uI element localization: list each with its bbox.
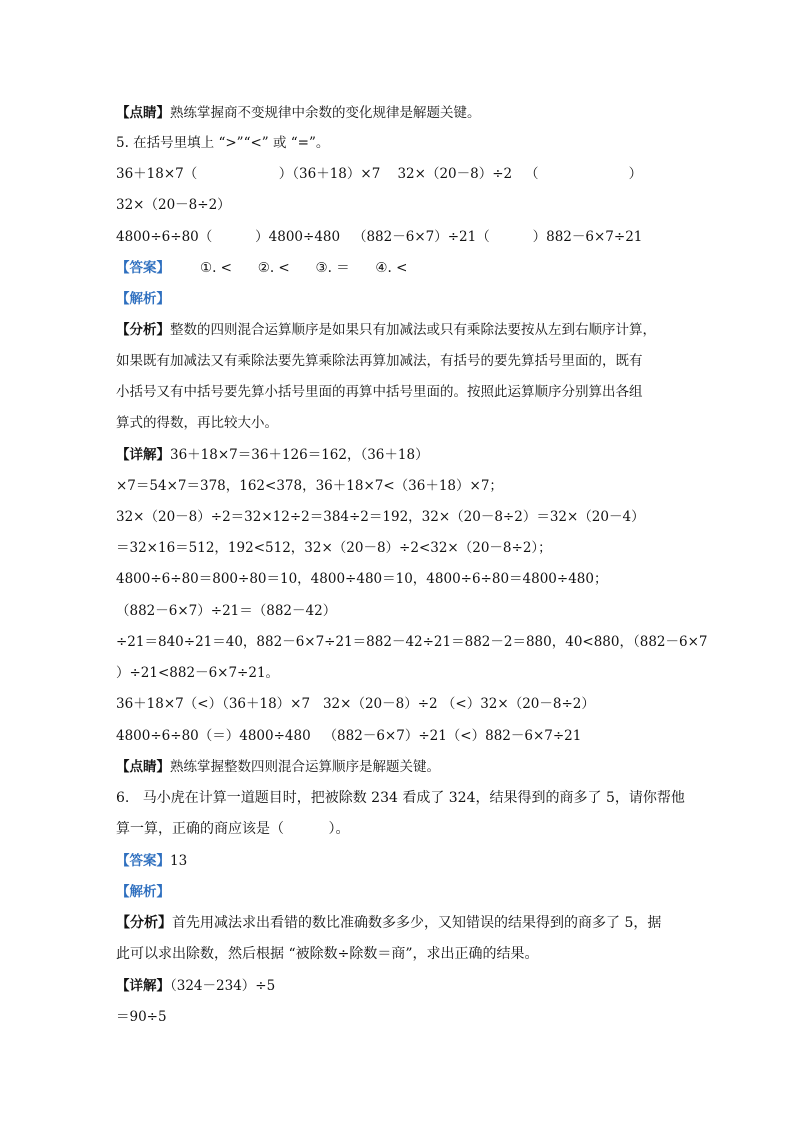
answer-text: 13 (170, 853, 188, 869)
q5-xiangjie-8: ）÷21<882－6×7÷21。 (116, 665, 280, 681)
q5-fenxi-4: 算式的得数，再比较大小。 (116, 415, 278, 431)
tip-tag: 【点睛】 (116, 759, 170, 775)
q5-xiangjie-7: ÷21＝840÷21＝40，882－6×7÷21＝882－42÷21＝882－2＝880，40<880，（882－6×7 (116, 634, 708, 650)
q6-fenxi-2: 此可以求出除数，然后根据 “被除数÷除数＝商”，求出正确的结果。 (116, 946, 539, 962)
q5-row1: 36＋18×7（ ）（36＋18）×7 32×（20－8）÷2 （ ） (116, 166, 643, 182)
q5-xiangjie-3: 32×（20－8）÷2＝32×12÷2＝384÷2＝192，32×（20－8÷2）＝32×（20－4） (116, 509, 645, 525)
q5-title: 5. 在括号里填上 “>”“<” 或 “=”。 (116, 135, 330, 151)
q6-fenxi-1: 【分析】首先用减法求出看错的数比准确数多多少，又知错误的结果得到的商多了 5，据 (116, 915, 662, 931)
q5-tip: 【点睛】熟练掌握整数四则混合运算顺序是解题关键。 (116, 759, 440, 775)
q6-xiangjie-1: 【详解】（324－234）÷5 (116, 978, 276, 994)
tip-tag: 【点睛】 (116, 105, 170, 121)
q5-answer (116, 258, 407, 278)
q5-xiangjie-10: 4800÷6÷80（＝）4800÷480 （882－6×7）÷21（<）882－6×7÷21 (116, 728, 582, 744)
q6-answer (116, 851, 187, 871)
q5-xiangjie-1: 【详解】36＋18×7＝36＋126＝162，（36＋18） (116, 447, 429, 463)
q5-row2: 32×（20－8÷2） (116, 197, 231, 213)
fenxi-tag: 【分析】 (116, 322, 170, 338)
q6-title-1: 6. 马小虎在计算一道题目时，把被除数 234 看成了 324，结果得到的商多了 5，请你帮他 (116, 790, 685, 806)
q5-xiangjie-6: （882－6×7）÷21＝（882－42） (116, 603, 337, 619)
answer-tag: 【答案】 (116, 853, 170, 869)
tip-text: 熟练掌握商不变规律中余数的变化规律是解题关键。 (170, 105, 481, 121)
q6-analysis-tag: 【解析】 (116, 884, 170, 900)
answer-tag: 【答案】 (116, 260, 170, 276)
q6-xiangjie-2: ＝90÷5 (116, 1009, 167, 1025)
q5-xiangjie-4: ＝32×16＝512，192<512，32×（20－8）÷2<32×（20－8÷2）； (116, 540, 552, 556)
q5-xiangjie-5: 4800÷6÷80＝800÷80＝10，4800÷480＝10，4800÷6÷80＝4800÷480； (116, 571, 608, 587)
q5-xiangjie-9: 36＋18×7（<）（36＋18）×7 32×（20－8）÷2 （<）32×（20－8÷2） (116, 696, 595, 712)
q5-fenxi-2: 如果既有加减法又有乘除法要先算乘除法再算加减法，有括号的要先算括号里面的，既有 (116, 353, 643, 369)
answer-text: ①. < ②. < ③. ＝ ④. < (200, 260, 408, 276)
q5-analysis-tag: 【解析】 (116, 291, 170, 307)
xiangjie-tag: 【详解】 (116, 978, 170, 994)
q5-row3: 4800÷6÷80（ ）4800÷480 （882－6×7）÷21（ ）882－6×7÷21 (116, 229, 643, 245)
q4-tip (116, 103, 481, 123)
q6-title-2: 算一算，正确的商应该是（ ）。 (116, 821, 350, 837)
xiangjie-tag: 【详解】 (116, 447, 170, 463)
q5-fenxi-1: 【分析】整数的四则混合运算顺序是如果只有加减法或只有乘除法要按从左到右顺序计算， (116, 322, 656, 338)
fenxi-tag: 【分析】 (116, 915, 172, 931)
q5-fenxi-3: 小括号又有中括号要先算小括号里面的再算中括号里面的。按照此运算顺序分别算出各组 (116, 384, 643, 400)
q5-xiangjie-2: ×7＝54×7＝378，162<378，36＋18×7<（36＋18）×7； (116, 478, 503, 494)
